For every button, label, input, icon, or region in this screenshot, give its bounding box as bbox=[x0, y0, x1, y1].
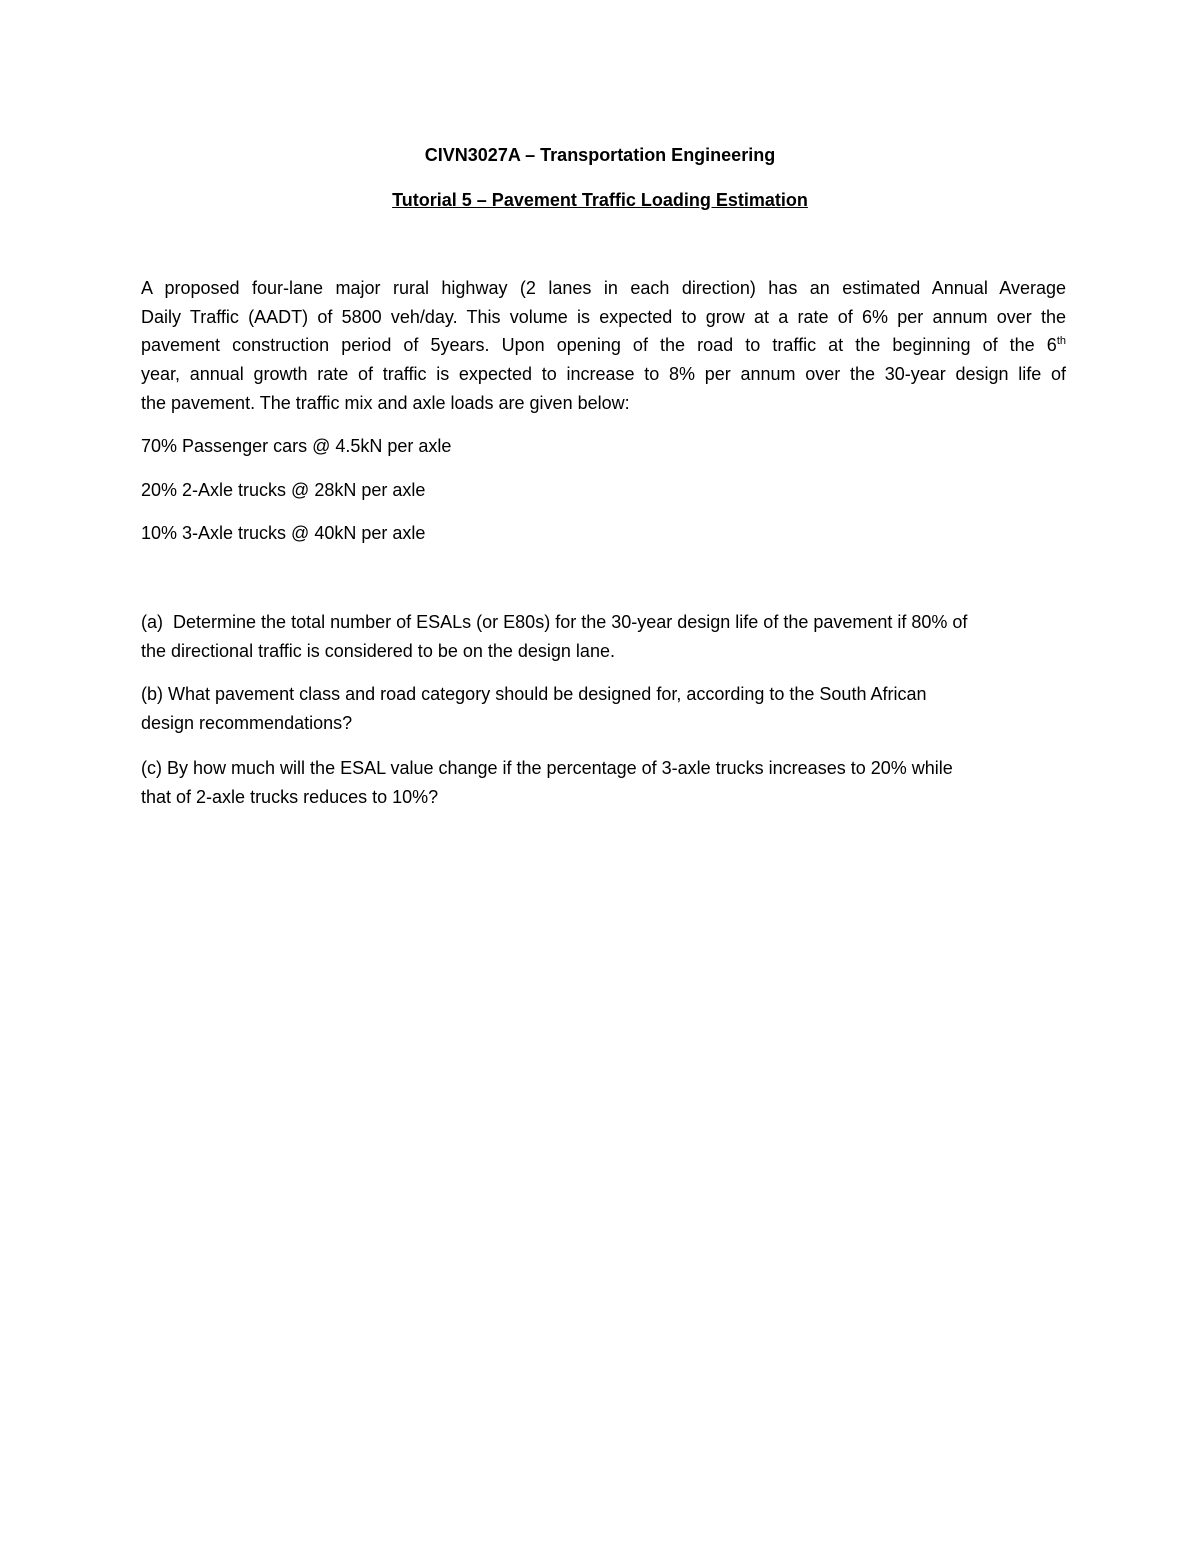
question-b-label: (b) bbox=[141, 684, 163, 704]
question-a-line-1 bbox=[141, 608, 1066, 637]
problem-line-5: the pavement. The traffic mix and axle loads are given below: bbox=[141, 392, 630, 413]
question-b-text-1: What pavement class and road category should be designed for, according to the South African bbox=[168, 684, 927, 704]
question-b-line-1 bbox=[141, 680, 1066, 709]
tutorial-title: Tutorial 5 – Pavement Traffic Loading Estimation bbox=[392, 190, 808, 210]
question-b-line-2: design recommendations? bbox=[141, 712, 353, 733]
question-c-label: (c) bbox=[141, 758, 162, 778]
traffic-mix-item-2-axle: 20% 2-Axle trucks @ 28kN per axle bbox=[141, 480, 426, 500]
question-a-label: (a) bbox=[141, 612, 163, 632]
question-a-line-2: the directional traffic is considered to be on the design lane. bbox=[141, 640, 615, 661]
problem-line-3 bbox=[141, 331, 1066, 360]
superscript-th: th bbox=[1056, 335, 1066, 348]
problem-line-4: year, annual growth rate of traffic is expected to increase to 8% per annum over the 30-year design life of bbox=[141, 364, 1066, 385]
question-b bbox=[141, 680, 1066, 737]
problem-line-3-text: pavement construction period of 5years. Upon opening of the road to traffic at the beginning of the 6 bbox=[141, 335, 1057, 356]
problem-line-2: Daily Traffic (AADT) of 5800 veh/day. This volume is expected to grow at a rate of 6% per annum over the bbox=[141, 306, 1066, 327]
problem-statement bbox=[141, 274, 1066, 418]
question-a bbox=[141, 608, 1066, 665]
question-c-text-1: By how much will the ESAL value change if the percentage of 3-axle trucks increases to 20% while bbox=[167, 758, 953, 778]
traffic-mix-item-3-axle: 10% 3-Axle trucks @ 40kN per axle bbox=[141, 523, 426, 543]
course-title: CIVN3027A – Transportation Engineering bbox=[424, 145, 776, 165]
question-c bbox=[141, 754, 1066, 811]
question-a-text-1: Determine the total number of ESALs (or E80s) for the 30-year design life of the pavement if 80% of bbox=[173, 612, 968, 632]
question-c-line-1 bbox=[141, 754, 1066, 783]
question-c-line-2: that of 2-axle trucks reduces to 10%? bbox=[141, 786, 439, 807]
problem-line-1: A proposed four-lane major rural highway (2 lanes in each direction) has an estimated Annual Average bbox=[141, 278, 1066, 298]
traffic-mix-item-cars: 70% Passenger cars @ 4.5kN per axle bbox=[141, 436, 452, 456]
